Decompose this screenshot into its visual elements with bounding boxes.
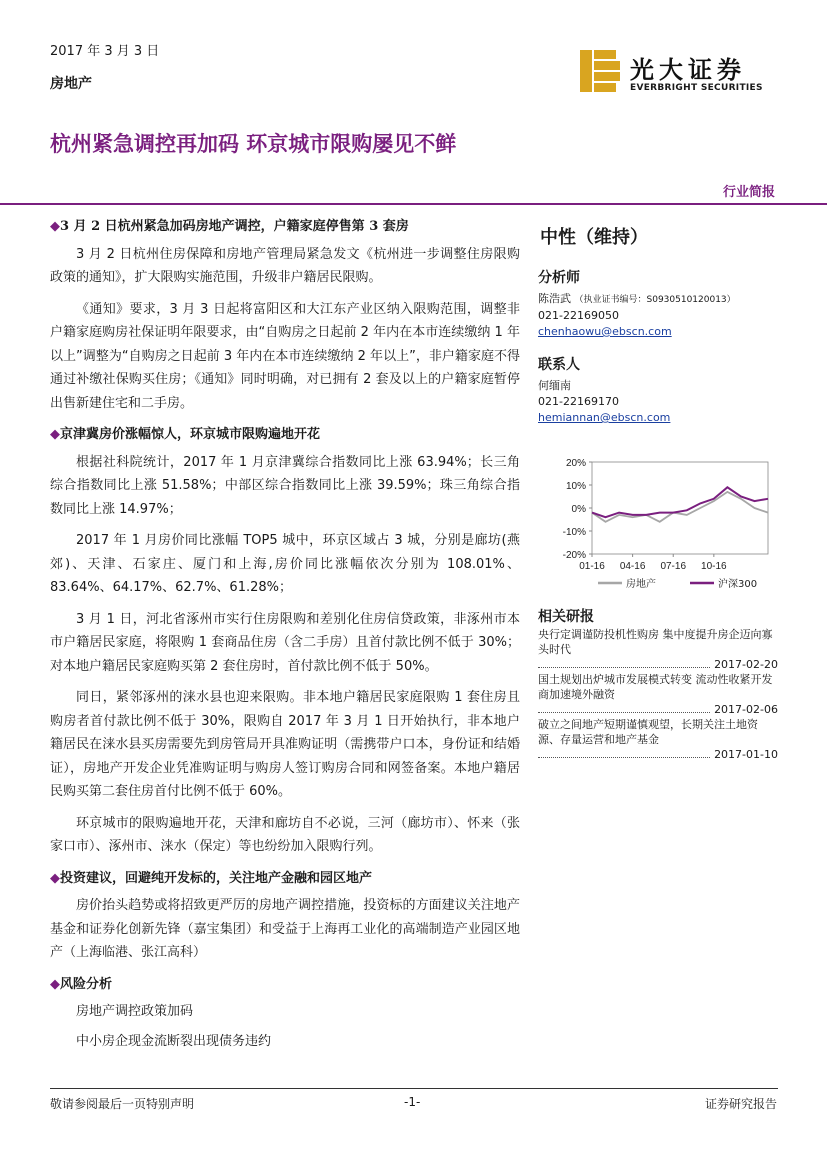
logo-text-en: EVERBRIGHT SECURITIES <box>630 83 763 93</box>
diamond-bullet-icon: ◆ <box>50 427 60 442</box>
risk-item: 中小房企现金流断裂出现债务违约 <box>76 1033 272 1049</box>
analyst-email-link[interactable]: chenhaowu@ebscn.com <box>538 325 672 338</box>
paragraph: 同日，紧邻涿州的涞水县也迎来限购。非本地户籍居民家庭限购 1 套住房且购房者首付款比例不低于 30%，限购自 2017 年 3 月 1 日开始执行，非本地户籍居民在涞水县买房需要先到房管局开具准购证明（需携带户口本，身份证和结婚证），房地产开发企业凭准购证明与购房人签订购房合同和网签备案。本地户籍居民购买第二套住房首付比例不低于 60%。 <box>50 690 520 799</box>
page-number: -1- <box>404 1095 421 1109</box>
legend-label: 房地产 <box>626 579 656 590</box>
report-date: 2017 年 3 月 3 日 <box>50 44 160 59</box>
legend-label: 沪深300 <box>718 579 758 590</box>
research-item-title[interactable]: 国土规划出炉城市发展模式转变 流动性收紧开发商加速境外融资 <box>538 673 773 701</box>
y-tick-label: 20% <box>565 458 586 469</box>
x-tick-label: 10-16 <box>701 561 727 572</box>
rating: 中性（维持） <box>540 227 648 248</box>
logo-mark-icon <box>578 48 624 94</box>
contact-email-link[interactable]: hemiannan@ebscn.com <box>538 411 671 424</box>
y-tick-label: 0% <box>571 504 586 515</box>
diamond-bullet-icon: ◆ <box>50 219 60 234</box>
footer-divider <box>50 1088 778 1089</box>
related-research <box>538 610 778 762</box>
research-item-date: 2017-01-10 <box>714 748 778 761</box>
sidebar <box>538 215 778 426</box>
section-heading: ◆风险分析 <box>50 976 113 992</box>
chart-svg <box>538 450 778 600</box>
section-heading: ◆3 月 2 日杭州紧急加码房地产调控，户籍家庭停售第 3 套房 <box>50 219 409 234</box>
research-item-title[interactable]: 破立之间地产短期谨慎观望，长期关注土地资源、存量运营和地产基金 <box>538 718 758 746</box>
chart-plot-frame <box>592 462 768 554</box>
footer-disclaimer: 敬请参阅最后一页特别声明 <box>50 1097 195 1111</box>
main-body <box>50 215 520 1059</box>
contact-name: 何缅南 <box>538 379 571 392</box>
y-tick-label: -20% <box>562 550 586 561</box>
company-logo <box>578 48 778 96</box>
research-item-title[interactable]: 央行定调谨防投机性购房 集中度提升房企迈向寡头时代 <box>538 628 773 656</box>
stock-chart <box>538 450 778 600</box>
section-heading: ◆投资建议，回避纯开发标的，关注地产金融和园区地产 <box>50 870 373 886</box>
series-line-hs300 <box>592 487 768 517</box>
footer-report-type: 证券研究报告 <box>704 1097 777 1111</box>
y-tick-label: 10% <box>565 481 586 492</box>
analyst-phone: 021-22169050 <box>538 309 619 322</box>
risk-item: 房地产调控政策加码 <box>76 1004 194 1019</box>
analyst-heading: 分析师 <box>538 270 580 286</box>
research-item-date: 2017-02-06 <box>714 703 778 716</box>
paragraph: 房价抬头趋势或将招致更严厉的房地产调控措施，投资标的方面建议关注地产基金和证券化创新先锋（嘉宝集团）和受益于上海再工业化的高端制造产业园区地产（上海临港、张江高科） <box>50 898 520 960</box>
y-tick-label: -10% <box>562 527 586 538</box>
diamond-bullet-icon: ◆ <box>50 870 60 886</box>
analyst-cert: （执业证书编号：S0930510120013） <box>574 295 736 305</box>
x-tick-label: 01-16 <box>579 561 605 572</box>
section-heading: ◆京津冀房价涨幅惊人，环京城市限购遍地开花 <box>50 427 321 442</box>
paragraph: 环京城市的限购遍地开花，天津和廊坊自不必说，三河（廊坊市）、怀来（张家口市）、涿州市、涞水（保定）等也纷纷加入限购行列。 <box>50 815 520 854</box>
paragraph: 根据社科院统计，2017 年 1 月京津冀综合指数同比上涨 63.94%；长三角综合指数同比上涨 51.58%；中部区综合指数同比上涨 39.59%；珠三角综合指数同比上涨 14.97%； <box>50 454 520 517</box>
contact-heading: 联系人 <box>538 357 580 373</box>
paragraph: 3 月 1 日，河北省涿州市实行住房限购和差别化住房信贷政策，非涿州市本市户籍居民家庭，将限购 1 套商品住房（含二手房）且首付款比例不低于 30%；对本地户籍居民家庭购买第 2 套住房时，首付款比例不低于 50%。 <box>50 611 520 674</box>
paragraph: 3 月 2 日杭州住房保障和房地产管理局紧急发文《杭州进一步调整住房限购政策的通知》，扩大限购实施范围，升级非户籍居民限购。 <box>50 246 520 285</box>
x-tick-label: 07-16 <box>660 561 687 572</box>
contact-phone: 021-22169170 <box>538 395 619 408</box>
paragraph: 《通知》要求，3 月 3 日起将富阳区和大江东产业区纳入限购范围，调整非户籍家庭购房社保证明年限要求，由“自购房之日起前 2 年内在本市连续缴纳 1 年以上”调整为“自购房之日起前 3 年内在本市连续缴纳 2 年以上”，非户籍家庭不得通过补缴社保购买住房；《通知》同时明确，对已拥有 2 套及以上的户籍家庭暂停出售新建住宅和二手房。 <box>50 301 520 411</box>
report-type: 行业简报 <box>722 185 775 200</box>
research-item-date: 2017-02-20 <box>714 658 778 671</box>
research-heading: 相关研报 <box>538 609 594 625</box>
x-tick-label: 04-16 <box>619 561 646 572</box>
sector-label: 房地产 <box>50 76 92 92</box>
diamond-bullet-icon: ◆ <box>50 976 60 992</box>
report-title: 杭州紧急调控再加码 环京城市限购屡见不鲜 <box>50 132 457 156</box>
analyst-name: 陈浩武 <box>538 292 571 305</box>
logo-text-cn: 光大证券 <box>630 55 746 84</box>
header-divider <box>0 203 827 205</box>
paragraph: 2017 年 1 月房价同比涨幅 TOP5 城中，环京区域占 3 城，分别是廊坊(燕郊)、天津、石家庄、厦门和上海,房价同比涨幅依次分别为 108.01%、83.64%、64.17%、62.7%、61.28%； <box>50 533 520 595</box>
